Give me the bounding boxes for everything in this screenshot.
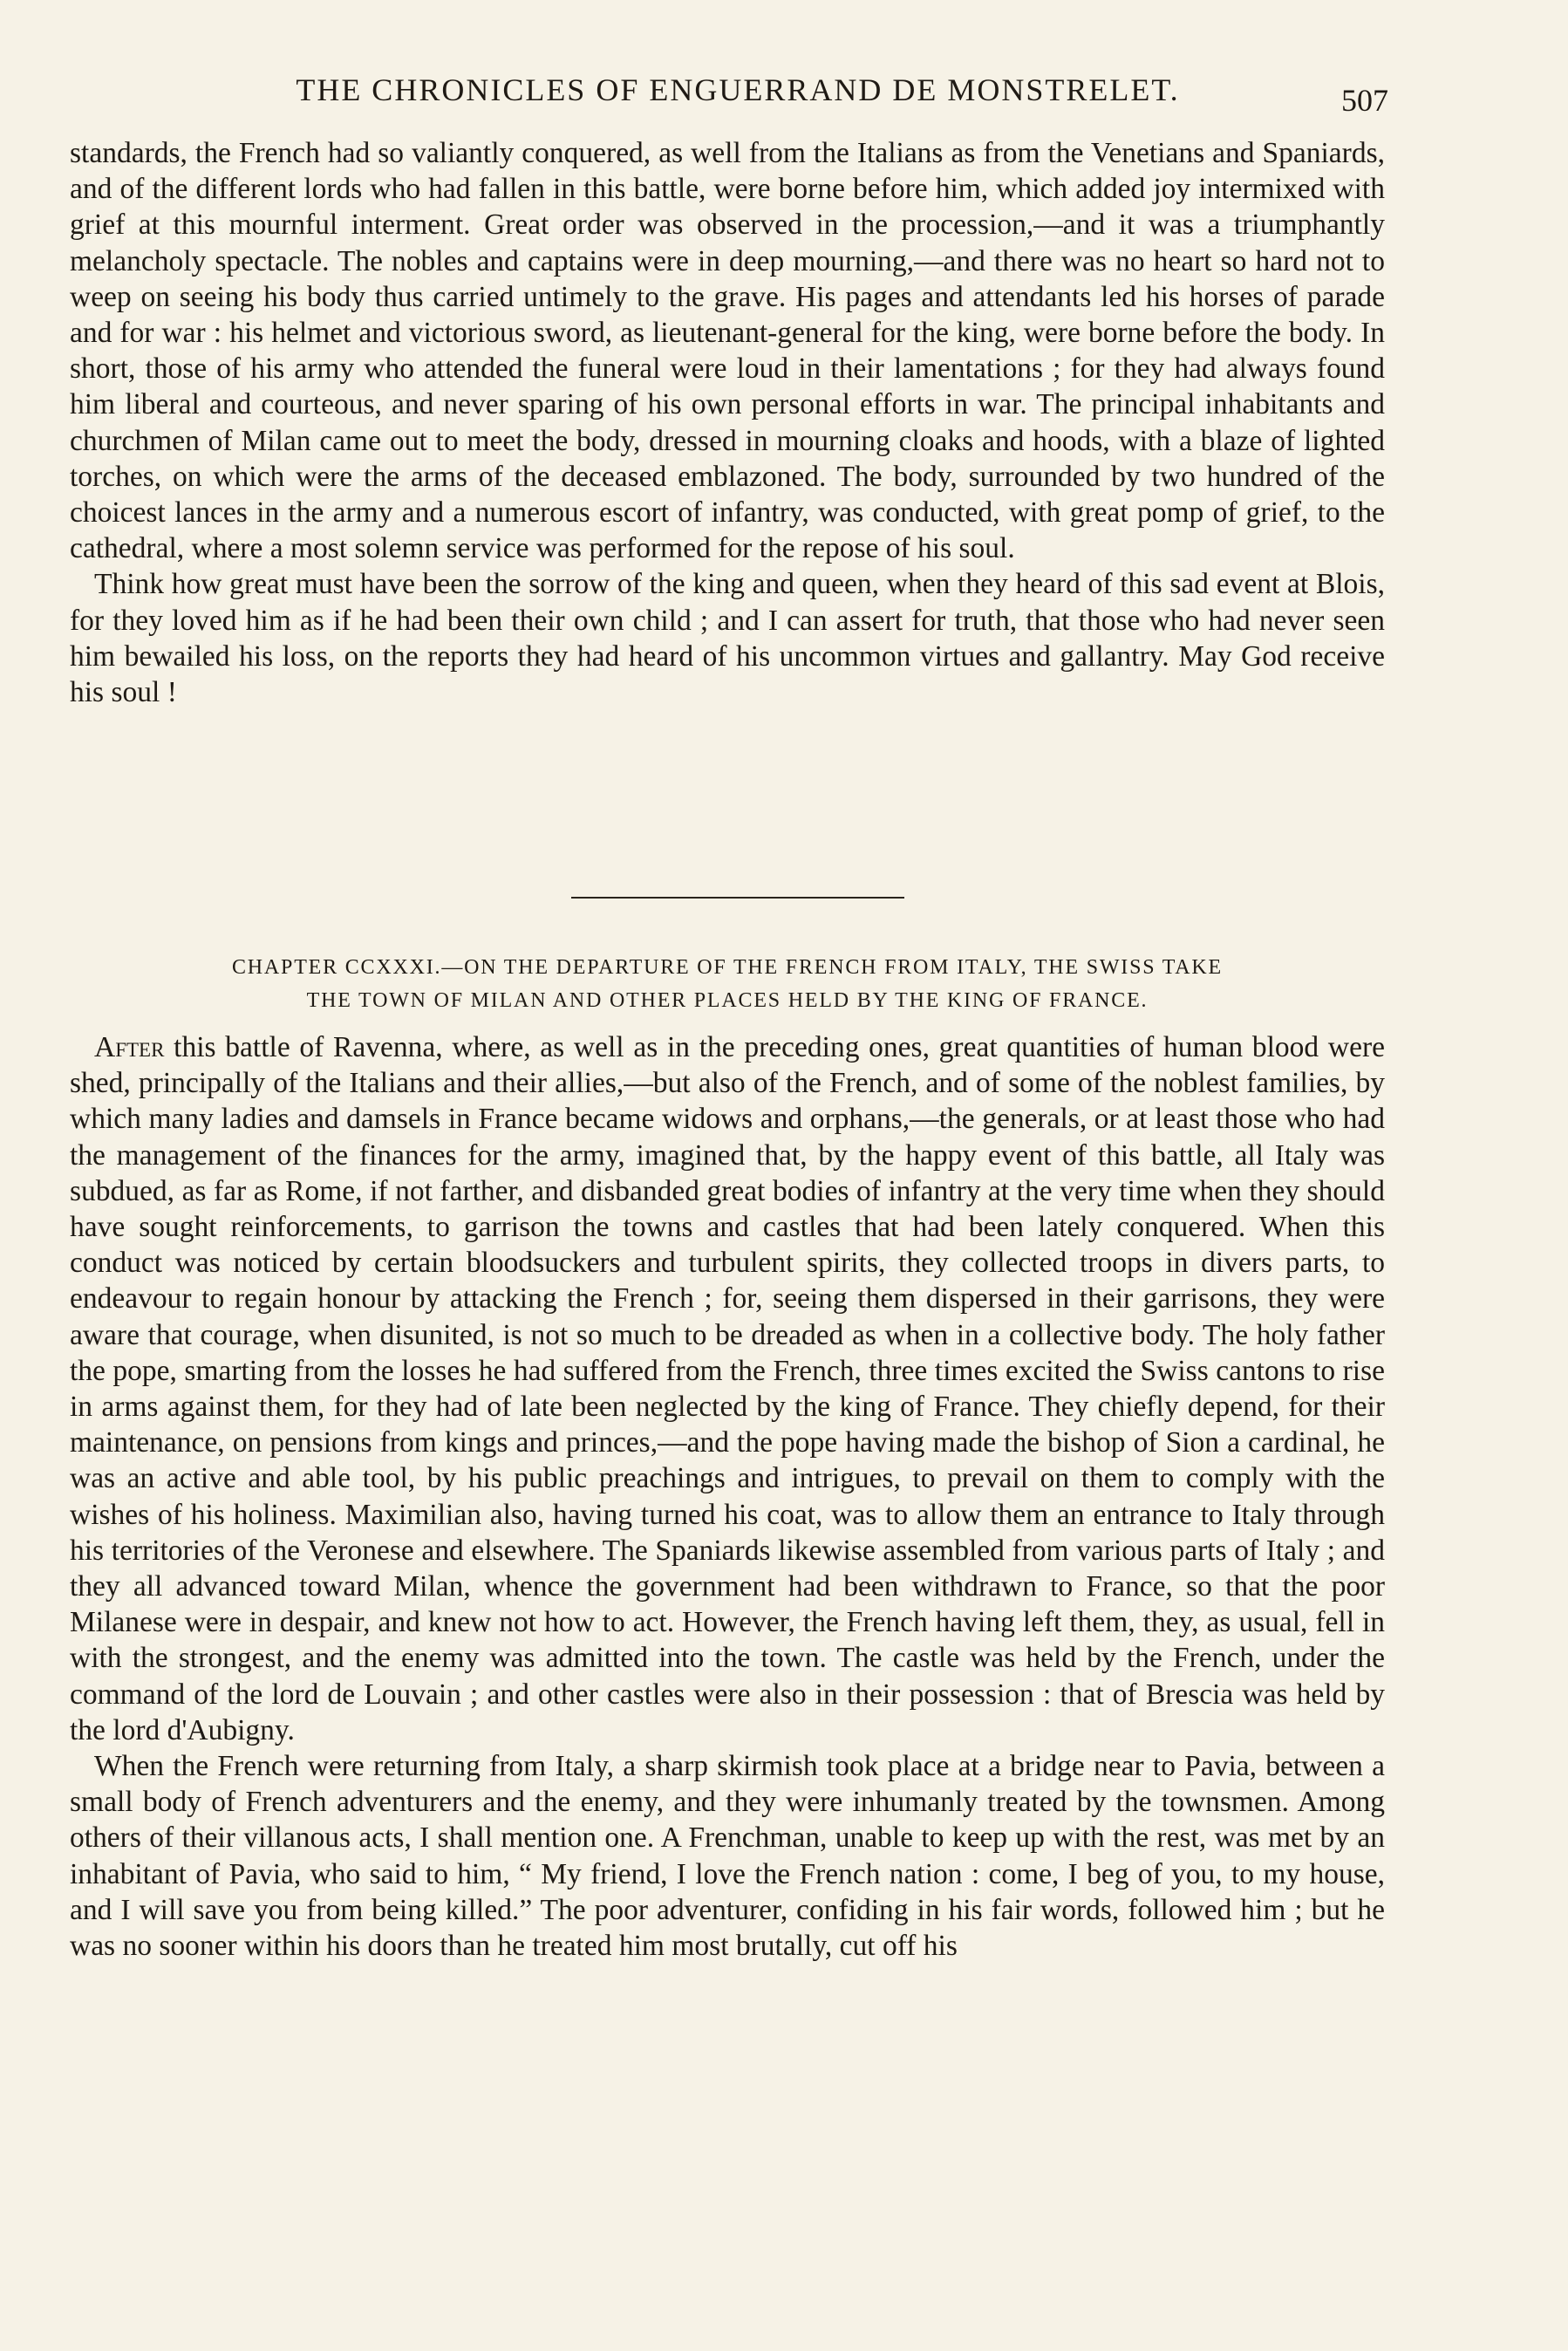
paragraph: When the French were returning from Italy, a sharp skirmish took place at a bridge near to Pavia, between a small body of French adventurers and the enemy, and they were inhumanly treated by the townsmen. Among others of their villanous acts, I shall mention one. A Frenchman, unable to keep up with the rest, was met by an inhabitant of Pavia, who said to him, “ My friend, I love the French nation : come, I beg of you, to my house, and I will save you from being killed.” The poor adventurer, confiding in his fair words, followed him ; but he was no sooner within his doors than he treated him most brutally, cut off his [70,1750,1385,1963]
page-number: 507 [1341,83,1388,118]
chapter-heading [70,951,1385,1017]
running-head: THE CHRONICLES OF ENGUERRAND DE MONSTRELET. [296,72,1180,107]
paragraph [70,1029,1385,1748]
paragraph-text: this battle of Ravenna, where, as well as in the preceding ones, great quantities of human blood were shed, principally of the Italians and their allies,—but also of the French, and of some of the noblest families, by which many ladies and damsels in France became widows and orphans,—the generals, or at least those who had the management of the finances for the army, imagined that, by the happy event of this battle, all Italy was subdued, as far as Rome, if not farther, and disbanded great bodies of infantry at the very time when they should have sought reinforcements, to garrison the towns and castles that had been lately conquered. When this conduct was noticed by certain bloodsuckers and turbulent spirits, they collected troops in divers parts, to endeavour to regain honour by attacking the French ; for, seeing them dispersed in their garrisons, they were aware that courage, when disunited, is not so much to be dreaded as when in a collective body. The holy father the pope, smarting from the losses he had suffered from the French, three times excited the Swiss cantons to rise in arms against them, for they had of late been neglected by the king of France. They chiefly depend, for their maintenance, on pensions from kings and princes,—and the pope having made the bishop of Sion a cardinal, he was an active and able tool, by his public preachings and intrigues, to prevail on them to comply with the wishes of his holiness. Maximilian also, having turned his coat, was to allow them an entrance to Italy through his territories of the Veronese and elsewhere. The Spaniards likewise assembled from various parts of Italy ; and they all advanced toward Milan, whence the government had been withdrawn to France, so that the poor Milanese were in despair, and knew not how to act. However, the French having left them, they, as usual, fell in with the strongest, and the enemy was admitted into the town. The castle was held by the French, under the command of the lord de Louvain ; and other castles were also in their possession : that of Brescia was held by the lord d'Aubigny. [70,1031,1385,1746]
paragraph: standards, the French had so valiantly conquered, as well from the Italians as from the Venetians and Spaniards, and of the different lords who had fallen in this battle, were borne before him, which added joy intermixed with grief at this mournful interment. Great order was observed in the procession,—and it was a triumphantly melancholy spectacle. The nobles and captains were in deep mourning,—and there was no heart so hard not to weep on seeing his body thus carried untimely to the grave. His pages and attendants led his horses of parade and for war : his helmet and victorious sword, as lieutenant-general for the king, were borne before the body. In short, those of his army who attended the funeral were loud in their lamentations ; for they had always found him liberal and courteous, and never sparing of his own personal efforts in war. The principal inhabitants and churchmen of Milan came out to meet the body, dressed in mourning cloaks and hoods, with a blaze of lighted torches, on which were the arms of the deceased emblazoned. The body, surrounded by two hundred of the choicest lances in the army and a numerous escort of infantry, was conducted, with great pomp of grief, to the cathedral, where a most solemn service was performed for the repose of his soul. [70,137,1385,565]
paragraph: Think how great must have been the sorrow of the king and queen, when they heard of this sad event at Blois, for they loved him as if he had been their own child ; and I can assert for truth, that those who had never seen him bewailed his loss, on the reports they had heard of his uncommon virtues and gallantry. May God receive his soul ! [70,568,1385,709]
chapter-heading-line-1: CHAPTER CCXXXI.—ON THE DEPARTURE OF THE FRENCH FROM ITALY, THE SWISS TAKE [231,956,1224,979]
text-block-funeral [70,135,1385,710]
section-divider [571,897,904,899]
chapter-heading-line-2: THE TOWN OF MILAN AND OTHER PLACES HELD BY THE KING OF FRANCE. [306,989,1149,1012]
text-block-chapter [70,1029,1385,1964]
opening-word: After [94,1031,165,1063]
